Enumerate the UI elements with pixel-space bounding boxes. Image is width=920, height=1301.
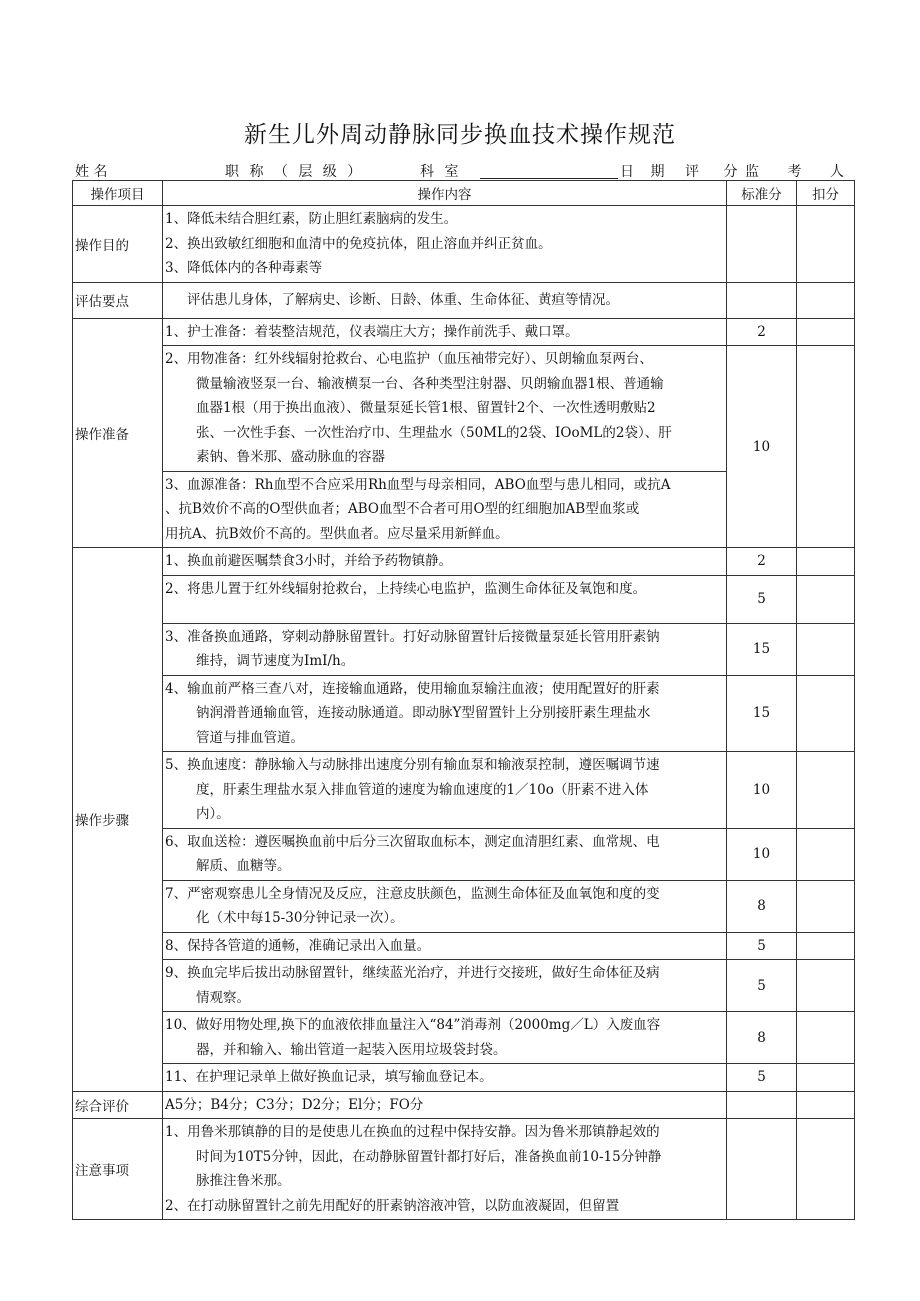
- title-rank-label: 职 称 （ 层 级 ）: [225, 164, 365, 180]
- note-line: 时间为10T5分钟，因此，在动静脉留置针都打好后，准备换血前10-15分钟静: [196, 1148, 662, 1165]
- deduct-cell: [797, 1091, 855, 1119]
- deduct-cell: [797, 623, 855, 675]
- step-line: 化（术中每15-30分钟记录一次）。: [196, 910, 404, 926]
- overall-row: [73, 1091, 855, 1119]
- deduct-cell: [797, 828, 855, 880]
- score-cell: 10: [727, 828, 797, 880]
- prep-line: 用抗A、抗B效价不高的。型供血者。应尽量采用新鲜血。: [165, 525, 509, 542]
- steps-category: 操作步骤: [73, 548, 163, 1092]
- prep-line: 1、护士准备：着装整洁规范，仪表端庄大方；操作前洗手、戴口罩。: [165, 323, 579, 340]
- notes-content: [163, 1119, 727, 1220]
- header-row: [73, 181, 855, 206]
- deduct-cell: [797, 880, 855, 932]
- step-content: [163, 1064, 727, 1092]
- step-row: [73, 960, 855, 1012]
- step-row: [73, 548, 855, 576]
- step-row: [73, 932, 855, 960]
- score-label: 评 分: [685, 164, 748, 180]
- prep-line: 微量输液竖泵一台、输液横泵一台、各种类型注射器、贝朗输血器1根、普通输: [196, 375, 664, 392]
- step-row: [73, 1012, 855, 1064]
- note-line: 2、在打动脉留置针之前先用配好的肝素钠溶液冲管，以防血液凝固，但留置: [165, 1197, 620, 1214]
- dept-blank-line: [480, 178, 618, 179]
- step-line: 11、在护理记录单上做好换血记录，填写输血登记本。: [165, 1069, 493, 1085]
- date-label: 日 期: [620, 164, 671, 180]
- purpose-row: [73, 206, 855, 283]
- dept-label: 科 室: [420, 164, 462, 180]
- header-standard: 标准分: [727, 181, 797, 206]
- overall-text: A5分；B4分；C3分；D2分；El分；FO分: [165, 1096, 424, 1113]
- overall-category: 综合评价: [73, 1091, 163, 1119]
- header-item: 操作项目: [73, 181, 163, 206]
- deduct-cell: [797, 932, 855, 960]
- step-line: 4、输血前严格三查八对，连接输血通路，使用输血泵输注血液；使用配置好的肝素: [165, 680, 660, 697]
- prep-content-2: [163, 346, 727, 472]
- step-row: [73, 675, 855, 752]
- exam-info-line: [75, 161, 856, 181]
- deduct-cell: [797, 1064, 855, 1092]
- step-content: [163, 932, 727, 960]
- deduct-cell: [797, 206, 855, 283]
- prep-row-2: [73, 346, 855, 472]
- score-cell: 5: [727, 575, 797, 623]
- score-cell: [727, 206, 797, 283]
- score-cell: [727, 1091, 797, 1119]
- note-line: 脉推注鲁米那。: [196, 1173, 291, 1189]
- step-row: [73, 623, 855, 675]
- step-content: [163, 675, 727, 752]
- deduct-cell: [797, 282, 855, 318]
- step-line: 维持，调节速度为ImI/h。: [196, 653, 355, 669]
- prep-line: 2、用物准备：红外线辐射抢救台、心电监护（血压袖带完好）、贝朗输血泵两台、: [165, 351, 653, 367]
- prep-line: 血器1根（用于换出血液）、微量泵延长管1根、留置针2个、一次性透明敷贴2: [196, 400, 656, 416]
- step-line: 7、严密观察患儿全身情况及反应，注意皮肤颜色，监测生命体征及血氧饱和度的变: [165, 885, 660, 902]
- step-line: 内）。: [196, 806, 230, 822]
- step-content: [163, 828, 727, 880]
- step-line: 10、做好用物处理,换下的血液依排血量注入“84”消毒剂（2000mg／L）入废血容: [165, 1017, 661, 1033]
- procedure-table: [72, 180, 855, 1220]
- deduct-cell: [797, 752, 855, 829]
- step-line: 解质、血糖等。: [196, 858, 291, 874]
- score-cell: [727, 282, 797, 318]
- name-label: 姓 名: [75, 164, 108, 180]
- step-content: [163, 548, 727, 576]
- step-content: [163, 623, 727, 675]
- deduct-cell: [797, 960, 855, 1012]
- step-line: 情观察。: [196, 989, 250, 1006]
- purpose-category: 操作目的: [73, 206, 163, 283]
- step-line: 管道与排血管道。: [196, 729, 304, 746]
- deduct-cell: [797, 1012, 855, 1064]
- step-row: [73, 828, 855, 880]
- examiner-label: 监 考 人: [745, 164, 856, 180]
- preparation-category: 操作准备: [73, 318, 163, 548]
- purpose-content: [163, 206, 727, 283]
- step-line: 6、取血送检：遵医嘱换血前中后分三次留取血标本，测定血清胆红素、血常规、电: [165, 833, 660, 850]
- note-line: 1、用鲁米那镇静的目的是使患儿在换血的过程中保持安静。因为鲁米那镇静起效的: [165, 1124, 660, 1140]
- step-content: [163, 752, 727, 829]
- step-line: 5、换血速度：静脉输入与动脉排出速度分别有输血泵和输液泵控制，遵医嘱调节速: [165, 757, 660, 773]
- purpose-line: 1、降低未结合胆红素，防止胆红素脑病的发生。: [165, 211, 458, 227]
- score-cell: 15: [727, 623, 797, 675]
- overall-content: [163, 1091, 727, 1119]
- step-row: [73, 880, 855, 932]
- document-title: 新生儿外周动静脉同步换血技术操作规范: [244, 122, 676, 148]
- deduct-cell: [797, 675, 855, 752]
- purpose-line: 3、降低体内的各种毒素等: [165, 260, 323, 276]
- prep-line: 张、一次性手套、一次性治疗巾、生理盐水（50ML的2袋、IOoML的2袋）、肝: [196, 424, 672, 441]
- deduct-cell: [797, 346, 855, 548]
- score-cell: 2: [727, 548, 797, 576]
- step-line: 8、保持各管道的通畅，准确记录出入血量。: [165, 937, 431, 954]
- notes-row: [73, 1119, 855, 1220]
- step-content: [163, 575, 727, 623]
- step-line: 钠润滑普通输血管，连接动脉通道。即动脉Y型留置针上分别接肝素生理盐水: [196, 705, 651, 721]
- score-cell: 10: [727, 752, 797, 829]
- step-line: 器，并和输入、输出管道一起装入医用垃圾袋封袋。: [196, 1041, 507, 1058]
- prep-content-1: [163, 318, 727, 346]
- assessment-content: [163, 282, 727, 318]
- step-line: 度，肝素生理盐水泵入排血管道的速度为输血速度的1／10o（肝素不进入体: [196, 781, 649, 798]
- deduct-cell: [797, 548, 855, 576]
- step-line: 2、将患儿置于红外线辐射抢救台，上持续心电监护，监测生命体征及氧饱和度。: [165, 580, 647, 597]
- step-line: 9、换血完毕后拔出动脉留置针，继续蓝光治疗，并进行交接班，做好生命体征及病: [165, 965, 660, 981]
- deduct-cell: [797, 575, 855, 623]
- step-line: 3、准备换血通路，穿刺动静脉留置针。打好动脉留置针后接微量泵延长管用肝素钠: [165, 628, 660, 645]
- deduct-cell: [797, 1119, 855, 1220]
- step-row: [73, 1064, 855, 1092]
- score-cell: 10: [727, 346, 797, 548]
- score-cell: 5: [727, 932, 797, 960]
- score-cell: 5: [727, 960, 797, 1012]
- step-content: [163, 1012, 727, 1064]
- prep-line: 、抗B效价不高的O型供血者；ABO血型不合者可用O型的红细胞加AB型血浆或: [165, 501, 640, 517]
- score-cell: [727, 1119, 797, 1220]
- header-content: 操作内容: [163, 181, 727, 206]
- step-content: [163, 880, 727, 932]
- step-content: [163, 960, 727, 1012]
- step-row: [73, 752, 855, 829]
- prep-line: 素钠、鲁米那、盛动脉血的容器: [196, 449, 385, 465]
- score-cell: 8: [727, 1012, 797, 1064]
- purpose-line: 2、换出致敏红细胞和血清中的免疫抗体，阻止溶血并纠正贫血。: [165, 235, 552, 252]
- assessment-text: 评估患儿身体，了解病史、诊断、日龄、体重、生命体征、黄疸等情况。: [187, 291, 619, 308]
- deduct-cell: [797, 318, 855, 346]
- header-deduct: 扣分: [797, 181, 855, 206]
- assessment-row: [73, 282, 855, 318]
- score-cell: 5: [727, 1064, 797, 1092]
- score-cell: 15: [727, 675, 797, 752]
- score-cell: 8: [727, 880, 797, 932]
- step-line: 1、换血前避医嘱禁食3小时，并给予药物镇静。: [165, 553, 453, 569]
- assessment-category: 评估要点: [73, 282, 163, 318]
- prep-line: 3、血源准备：Rh血型不合应采用Rh血型与母亲相同，ABO血型与患儿相同，或抗A: [165, 476, 671, 493]
- notes-category: 注意事项: [73, 1119, 163, 1220]
- prep-content-3: [163, 471, 727, 548]
- prep-row-1: [73, 318, 855, 346]
- step-row: [73, 575, 855, 623]
- score-cell: 2: [727, 318, 797, 346]
